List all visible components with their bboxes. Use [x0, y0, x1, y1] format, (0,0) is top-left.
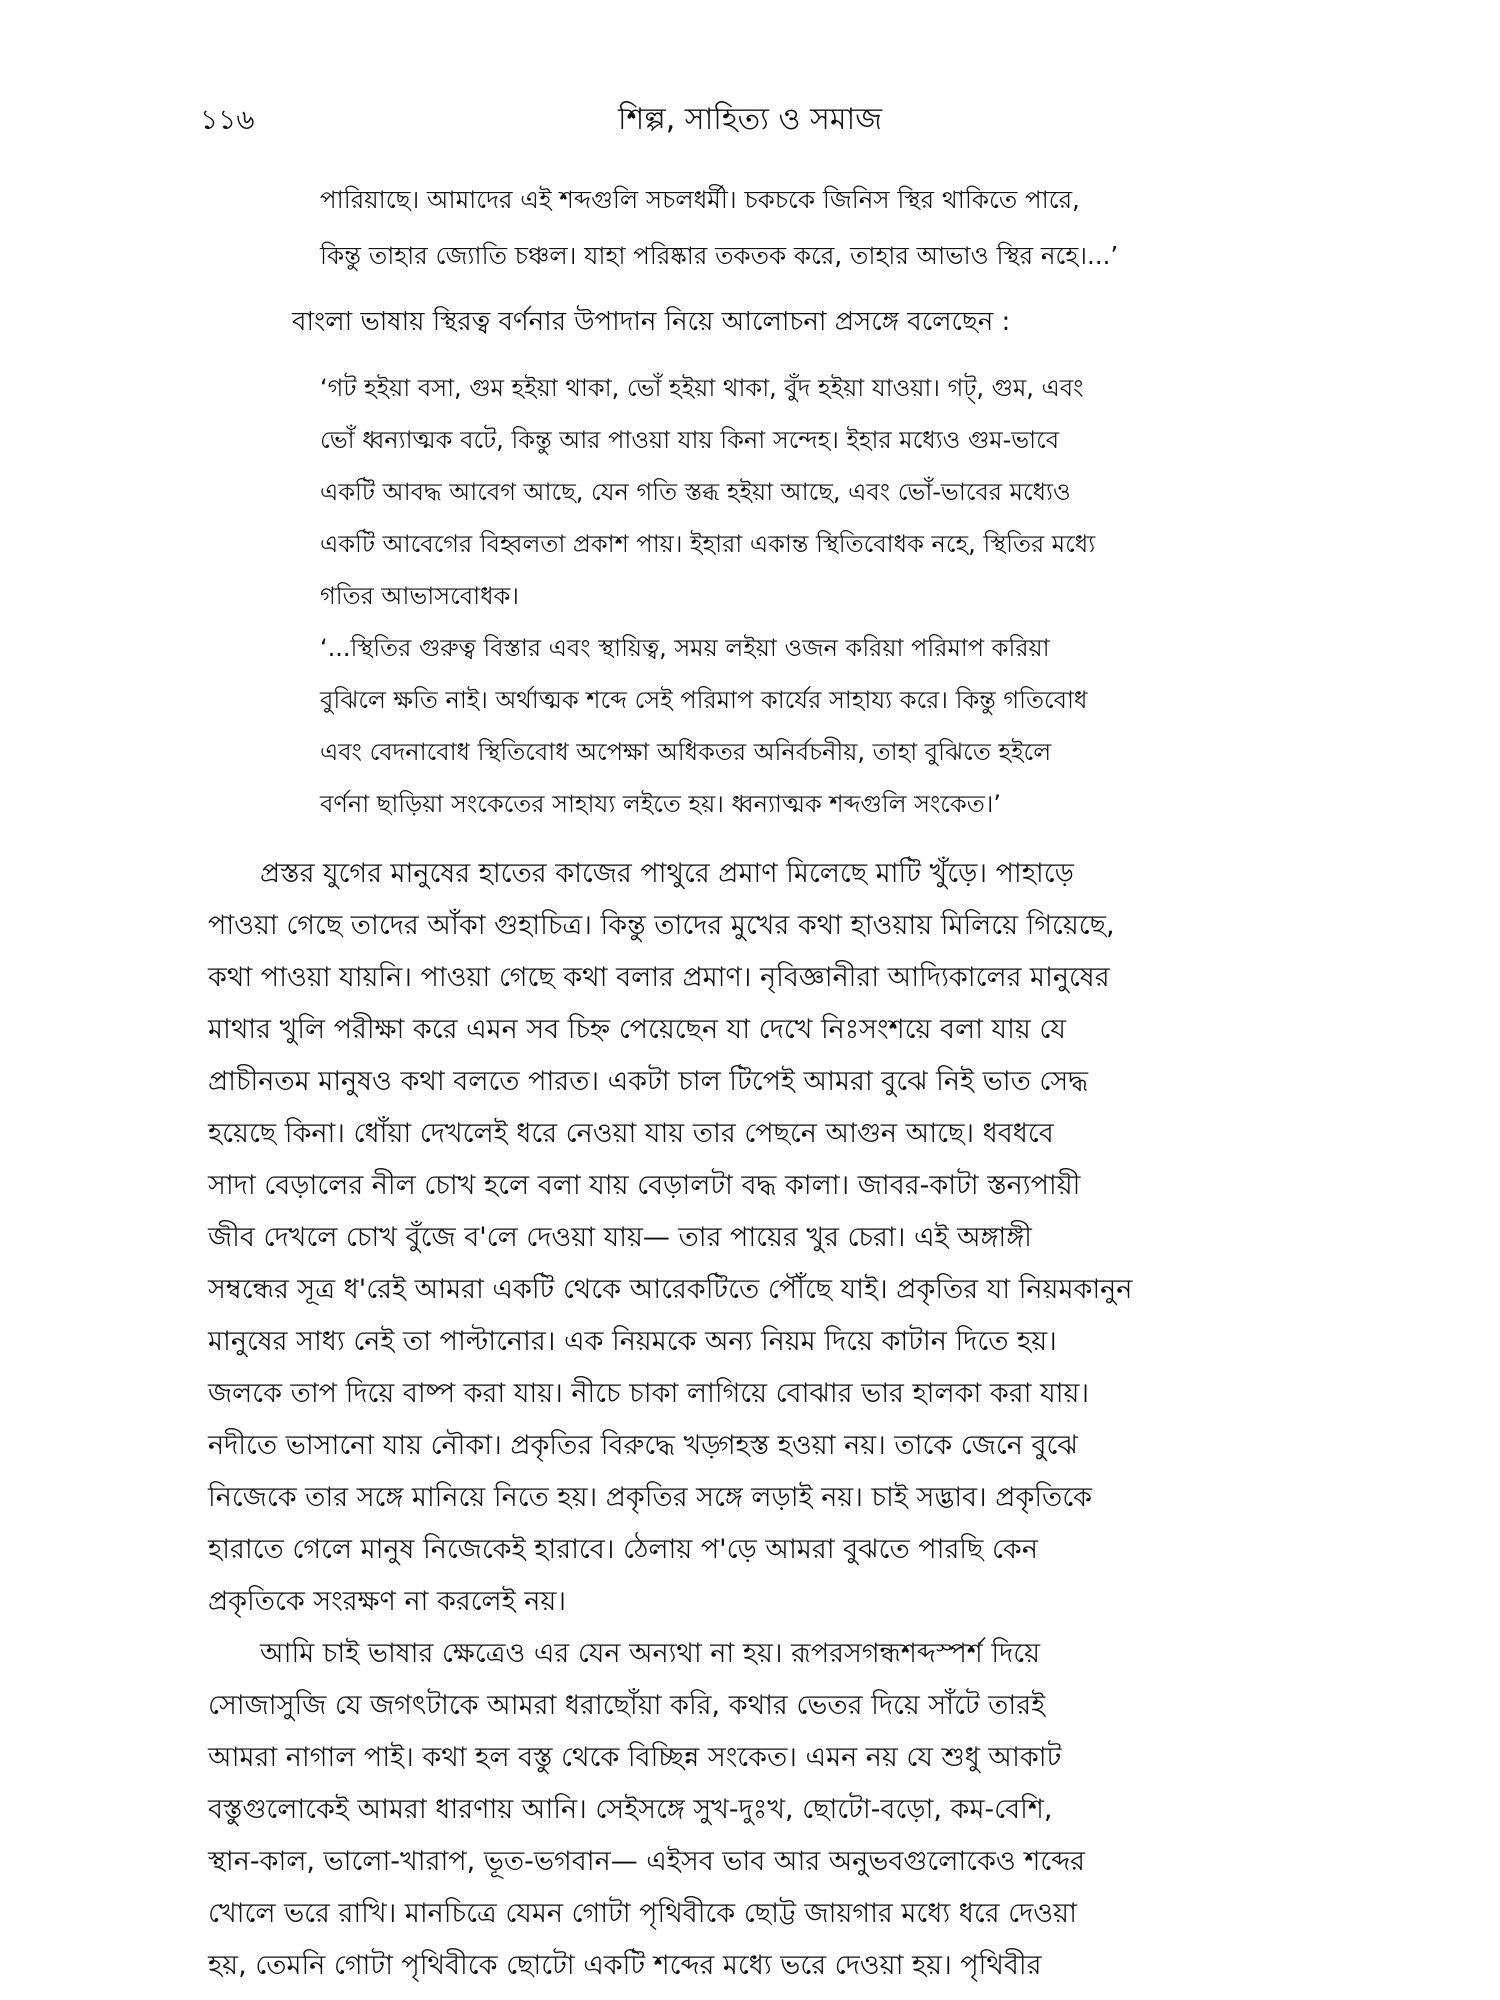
quote-block-line: গতির আভাসবোধক।: [320, 582, 519, 610]
paragraph-line: হয়, তেমনি গোটা পৃথিবীকে ছোটো একটি শব্দের মধ্যে ভরে দেওয়া হয়। পৃথিবীর: [208, 1950, 1042, 1981]
paragraph-line: বস্তুগুলোকেই আমরা ধারণায় আনি। সেইসঙ্গে সুখ-দুঃখ, ছোটো-বড়ো, কম-বেশি,: [208, 1794, 1053, 1825]
quote-block-line: একটি আবদ্ধ আবেগ আছে, যেন গতি স্তব্ধ হইয়া আছে, এবং ভোঁ-ভাবের মধ্যেও: [320, 478, 1071, 506]
quote-block-line: বর্ণনা ছাড়িয়া সংকেতের সাহায্য লইতে হয়। ধ্বন্যাত্মক শব্দগুলি সংকেত।’: [320, 790, 1001, 818]
running-title: শিল্প, সাহিত্য ও সমাজ: [617, 102, 883, 137]
paragraph-line: সাদা বেড়ালের নীল চোখ হলে বলা যায় বেড়ালটা বদ্ধ কালা। জাবর-কাটা স্তন্যপায়ী: [208, 1170, 1081, 1201]
paragraph-line: পাওয়া গেছে তাদের আঁকা গুহাচিত্র। কিন্তু তাদের মুখের কথা হাওয়ায় মিলিয়ে গিয়েছে,: [208, 910, 1115, 941]
paragraph-line: মাথার খুলি পরীক্ষা করে এমন সব চিহ্ন পেয়েছেন যা দেখে নিঃসংশয়ে বলা যায় যে: [208, 1014, 1066, 1045]
paragraph-line: নিজেকে তার সঙ্গে মানিয়ে নিতে হয়। প্রকৃতির সঙ্গে লড়াই নয়। চাই সদ্ভাব। প্রকৃতিকে: [208, 1482, 1093, 1513]
paragraph-line: হারাতে গেলে মানুষ নিজেকেই হারাবে। ঠেলায় প'ড়ে আমরা বুঝতে পারছি কেন: [208, 1534, 1038, 1565]
quote-block-line: ‘...স্থিতির গুরুত্ব বিস্তার এবং স্থায়িত্ব, সময় লইয়া ওজন করিয়া পরিমাপ করিয়া: [320, 634, 1050, 662]
quote-opening-line: কিন্তু তাহার জ্যোতি চঞ্চল। যাহা পরিষ্কার তকতক করে, তাহার আভাও স্থির নহে।...’: [320, 241, 1119, 270]
paragraph-line: প্রস্তর যুগের মানুষের হাতের কাজের পাথুরে প্রমাণ মিলেছে মাটি খুঁড়ে। পাহাড়ে: [260, 858, 1074, 889]
paragraph-line: আমি চাই ভাষার ক্ষেত্রেও এর যেন অন্যথা না হয়। রূপরসগন্ধশব্দস্পর্শ দিয়ে: [260, 1638, 1041, 1669]
quote-block-line: একটি আবেগের বিহ্বলতা প্রকাশ পায়। ইহারা একান্ত স্থিতিবোধক নহে, স্থিতির মধ্যে: [320, 530, 1096, 558]
quote-opening-line: পারিয়াছে। আমাদের এই শব্দগুলি সচলধর্মী। চকচকে জিনিস স্থির থাকিতে পারে,: [320, 185, 1080, 214]
page-number: ১১৬: [200, 103, 255, 136]
paragraph-line: প্রাচীনতম মানুষও কথা বলতে পারত। একটা চাল টিপেই আমরা বুঝে নিই ভাত সেদ্ধ: [208, 1066, 1089, 1097]
paragraph-line: সম্বন্ধের সূত্র ধ'রেই আমরা একটি থেকে আরেকটিতে পৌঁছে যাই। প্রকৃতির যা নিয়মকানুন: [208, 1274, 1133, 1305]
quote-block-line: ভোঁ ধ্বন্যাত্মক বটে, কিন্তু আর পাওয়া যায় কিনা সন্দেহ। ইহার মধ্যেও গুম-ভাবে: [320, 426, 1060, 454]
paragraph-line: জীব দেখলে চোখ বুঁজে ব'লে দেওয়া যায়— তার পায়ের খুর চেরা। এই অঙ্গাঙ্গী: [208, 1222, 1032, 1253]
quote-block-line: এবং বেদনাবোধ স্থিতিবোধ অপেক্ষা অধিকতর অনির্বচনীয়, তাহা বুঝিতে হইলে: [320, 738, 1052, 766]
quote-block-line: বুঝিলে ক্ষতি নাই। অর্থাত্মক শব্দে সেই পরিমাপ কার্যের সাহায্য করে। কিন্তু গতিবোধ: [320, 686, 1088, 714]
paragraph-line: হয়েছে কিনা। ধোঁয়া দেখলেই ধরে নেওয়া যায় তার পেছনে আগুন আছে। ধবধবে: [208, 1118, 1054, 1149]
intro-line: বাংলা ভাষায় স্থিরত্ব বর্ণনার উপাদান নিয়ে আলোচনা প্রসঙ্গে বলেছেন :: [292, 307, 1011, 337]
paragraph-line: প্রকৃতিকে সংরক্ষণ না করলেই নয়।: [208, 1586, 566, 1617]
paragraph-line: খোলে ভরে রাখি। মানচিত্রে যেমন গোটা পৃথিবীকে ছোট্ট জায়গার মধ্যে ধরে দেওয়া: [208, 1898, 1077, 1929]
paragraph-line: মানুষের সাধ্য নেই তা পাল্টানোর। এক নিয়মকে অন্য নিয়ম দিয়ে কাটান দিতে হয়।: [208, 1326, 1057, 1357]
paragraph-line: স্থান-কাল, ভালো-খারাপ, ভূত-ভগবান— এইসব ভাব আর অনুভবগুলোকেও শব্দের: [208, 1846, 1086, 1877]
paragraph-line: কথা পাওয়া যায়নি। পাওয়া গেছে কথা বলার প্রমাণ। নৃবিজ্ঞানীরা আদ্যিকালের মানুষের: [208, 962, 1110, 993]
paragraph-line: জলকে তাপ দিয়ে বাষ্প করা যায়। নীচে চাকা লাগিয়ে বোঝার ভার হালকা করা যায়।: [208, 1378, 1090, 1409]
quote-block-line: ‘গট হইয়া বসা, গুম হইয়া থাকা, ভোঁ হইয়া থাকা, বুঁদ হইয়া যাওয়া। গট্, গুম, এবং: [320, 374, 1084, 402]
paragraph-line: সোজাসুজি যে জগৎটাকে আমরা ধরাছোঁয়া করি, কথার ভেতর দিয়ে সাঁটে তারই: [208, 1690, 1046, 1721]
page-header: [200, 100, 1300, 150]
paragraph-line: আমরা নাগাল পাই। কথা হল বস্তু থেকে বিচ্ছিন্ন সংকেত। এমন নয় যে শুধু আকাট: [208, 1742, 1062, 1773]
paragraph-line: নদীতে ভাসানো যায় নৌকা। প্রকৃতির বিরুদ্ধে খড়্গহস্ত হওয়া নয়। তাকে জেনে বুঝে: [208, 1430, 1078, 1461]
